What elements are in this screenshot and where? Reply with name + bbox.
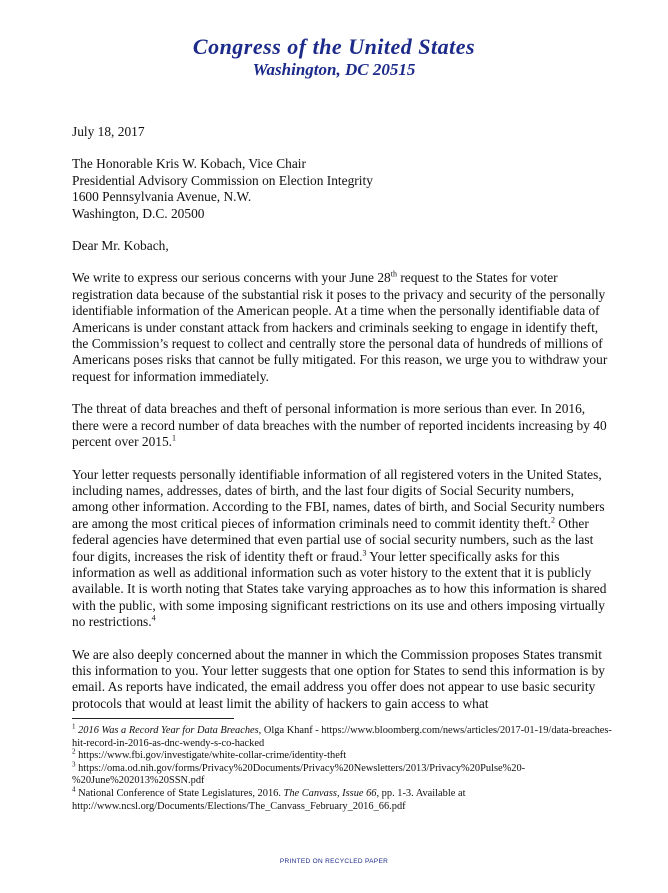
footnote-ref: 4: [151, 613, 156, 623]
recipient-line: Washington, D.C. 20500: [72, 205, 205, 221]
footnote-ref: 2: [550, 515, 555, 525]
recipient-line: 1600 Pennsylvania Avenue, N.W.: [72, 189, 252, 205]
footnote-number: 2: [72, 747, 76, 756]
footnote-2: [72, 747, 612, 763]
footnotes: [72, 718, 612, 813]
footnote-ref: 3: [362, 548, 367, 558]
paragraph-text: The threat of data breaches and theft of personal information is more serious than ever. In 2016, there were a record number of data breaches with the number of reported incidents increasing by 40 percent over 2015.: [72, 401, 607, 450]
paragraph-text: We write to express our serious concerns with your June 28: [72, 270, 391, 286]
superscript: th: [390, 269, 397, 279]
recipient-line: Presidential Advisory Commission on Election Integrity: [72, 172, 373, 188]
footnote-divider: [72, 718, 234, 719]
footnote-text: Olga Khanf - https://www.bloomberg.com/news/articles/2017-01-19/data-breaches-hit-record-in-2016-as-dnc-wendy-s-co-hacked: [72, 725, 612, 749]
paragraph-2: [72, 401, 612, 450]
footnote-number: 3: [72, 760, 76, 769]
letter-date: July 18, 2017: [72, 124, 145, 139]
paragraph-4: [72, 647, 612, 713]
footnote-title: 2016 Was a Record Year for Data Breaches,: [78, 725, 262, 736]
recipient-address: [72, 156, 612, 222]
footnote-text: https://www.fbi.gov/investigate/white-collar-crime/identity-theft: [75, 750, 347, 762]
footnote-1: [72, 722, 612, 750]
footnote-text: https://oma.od.nih.gov/forms/Privacy%20Documents/Privacy%20Newsletters/2013/Privacy%20Pulse%20-%20June%202013%20SSN.pdf: [72, 762, 526, 787]
paragraph-text: Your letter specifically asks for this information as well as additional information such as voter history to the extent that it is publicly available. It is worth noting that States take varying approaches as to how this information is shared with the public, with some imposing significant restrictions on its use and others imposing virtually no restrictions.: [72, 548, 607, 630]
footnote-text: National Conference of State Legislatures, 2016.: [75, 787, 284, 799]
salutation: Dear Mr. Kobach,: [72, 238, 169, 254]
footnote-ref: 1: [172, 433, 177, 443]
letterhead-address: Washington, DC 20515: [252, 60, 416, 79]
footnote-4: [72, 785, 612, 813]
footnote-3: [72, 760, 612, 788]
footnote-number: 4: [72, 785, 76, 794]
letterhead-title: Congress of the United States: [192, 34, 476, 59]
recycled-paper-notice: PRINTED ON RECYCLED PAPER: [279, 858, 389, 865]
footnote-number: 1: [72, 722, 76, 731]
paragraph-text: request to the States for voter registration data because of the substantial risk it poses to the privacy and security of the personally identifiable information of the American people. At a time when the personally identifiable data of Americans is under constant attack from hackers and criminals seeking to engage in identify theft, the Commission’s request to collect and centrally store the personal data of hundreds of millions of Americans poses risks that cannot be fully mitigated. For this reason, we urge you to withdraw your request for information immediately.: [72, 270, 608, 384]
footnote-text: , pp. 1-3. Available at http://www.ncsl.org/Documents/Elections/The_Canvass_February_2016_66.pdf: [72, 787, 466, 812]
paragraph-text: Other federal agencies have determined that even partial use of social security numbers, such as the last four digits, increases the risk of identity theft or fraud.: [72, 515, 594, 564]
letter-body: [72, 124, 612, 728]
paragraph-1: [72, 270, 612, 385]
letterhead: [0, 34, 668, 80]
footnote-title: The Canvass, Issue 66: [283, 787, 377, 799]
paragraph-3: [72, 467, 612, 631]
paragraph-text: Your letter requests personally identifiable information of all registered voters in the United States, including names, addresses, dates of birth, and the last four digits of Social Security numbers, among other information. According to the FBI, names, dates of birth, and Social Security numbers are among the most critical pieces of information criminals need to commit identity theft.: [72, 466, 605, 531]
recipient-line: The Honorable Kris W. Kobach, Vice Chair: [72, 156, 306, 172]
paragraph-text: We are also deeply concerned about the manner in which the Commission proposes States transmit this information to you. Your letter suggests that one option for States to send this information is by email. As reports have indicated, the email address you offer does not appear to use basic security protocols that would at least limit the ability of hackers to gain access to what: [72, 646, 605, 711]
